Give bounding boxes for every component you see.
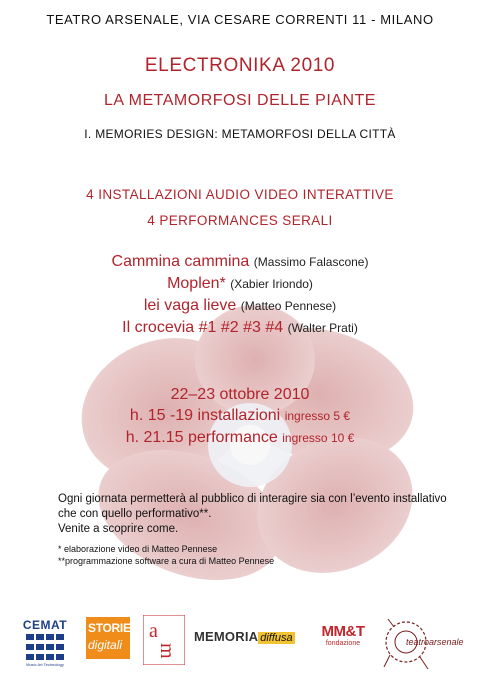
cemat-grid-icon bbox=[26, 634, 64, 660]
work-item bbox=[0, 251, 480, 273]
event-subtitle: LA METAMORFOSI DELLE PIANTE bbox=[104, 92, 376, 109]
cemat-logo-subtitle: Music Art Technology bbox=[26, 662, 64, 667]
am-logo-mark bbox=[143, 615, 185, 665]
work-author: (Massimo Falascone) bbox=[253, 255, 369, 269]
schedule-line-performance bbox=[0, 427, 480, 449]
footnote-video: * elaborazione video di Matteo Pennese bbox=[58, 544, 218, 554]
installations-price: ingresso 5 € bbox=[284, 409, 351, 423]
work-item bbox=[0, 317, 480, 339]
fondazione-logo-word: fondazione bbox=[325, 640, 361, 647]
schedule bbox=[0, 384, 480, 449]
footnotes bbox=[58, 543, 438, 567]
svg-text:a: a bbox=[149, 620, 158, 642]
footnote-software: **programmazione software a cura di Matteo Pennese bbox=[58, 556, 275, 566]
performances-count: 4 PERFORMANCES SERALI bbox=[147, 213, 333, 228]
teatroarsenale-logo-word: teatroarsenale bbox=[406, 637, 464, 647]
event-dates: 22–23 ottobre 2010 bbox=[170, 386, 310, 403]
teatroarsenale-logo bbox=[380, 615, 472, 673]
work-item bbox=[0, 295, 480, 317]
mmt-fondazione-logo bbox=[318, 623, 368, 653]
memoria-diffusa-logo bbox=[194, 628, 307, 652]
cemat-logo bbox=[18, 618, 72, 670]
installations-count: 4 INSTALLAZIONI AUDIO VIDEO INTERATTIVE bbox=[86, 187, 394, 202]
storie-logo-word: STORIE bbox=[88, 621, 131, 635]
work-author: (Walter Prati) bbox=[287, 321, 358, 335]
work-author: (Xabier Iriondo) bbox=[230, 277, 313, 291]
work-item bbox=[0, 273, 480, 295]
performance-price: ingresso 10 € bbox=[282, 431, 355, 445]
event-title: ELECTRONIKA 2010 bbox=[144, 55, 336, 76]
memoria-logo-word: MEMORIA bbox=[194, 629, 259, 644]
work-title: Moplen* bbox=[167, 275, 226, 292]
info-text bbox=[58, 492, 458, 537]
mmt-logo-word: MM&T bbox=[321, 623, 365, 640]
info-paragraph: Ogni giornata permetterà al pubblico di interagire sia con l’evento installativo che con quello performativo**. bbox=[58, 493, 447, 520]
performance-hours: h. 21.15 performance bbox=[125, 429, 278, 446]
info-invite: Venite a scoprire come. bbox=[58, 523, 179, 535]
diffusa-logo-word: diffusa bbox=[260, 632, 293, 644]
work-title: Il crocevia #1 #2 #3 #4 bbox=[122, 319, 284, 336]
work-title: lei vaga lieve bbox=[143, 297, 237, 314]
work-author: (Matteo Pennese) bbox=[240, 299, 337, 313]
cemat-logo-name: CEMAT bbox=[22, 618, 68, 632]
installations-hours: h. 15 -19 installazioni bbox=[129, 407, 281, 424]
svg-text:m: m bbox=[156, 643, 178, 659]
schedule-line-installations bbox=[0, 405, 480, 427]
digitali-logo-word: digitali bbox=[88, 638, 123, 652]
work-title: Cammina cammina bbox=[111, 253, 250, 270]
storie-digitali-logo bbox=[86, 617, 130, 659]
am-logo bbox=[143, 615, 185, 665]
works-list bbox=[0, 251, 480, 339]
event-section-title: I. MEMORIES DESIGN: METAMORFOSI DELLA CITTÀ bbox=[84, 127, 396, 141]
venue-address: TEATRO ARSENALE, VIA CESARE CORRENTI 11 - MILANO bbox=[46, 12, 434, 27]
